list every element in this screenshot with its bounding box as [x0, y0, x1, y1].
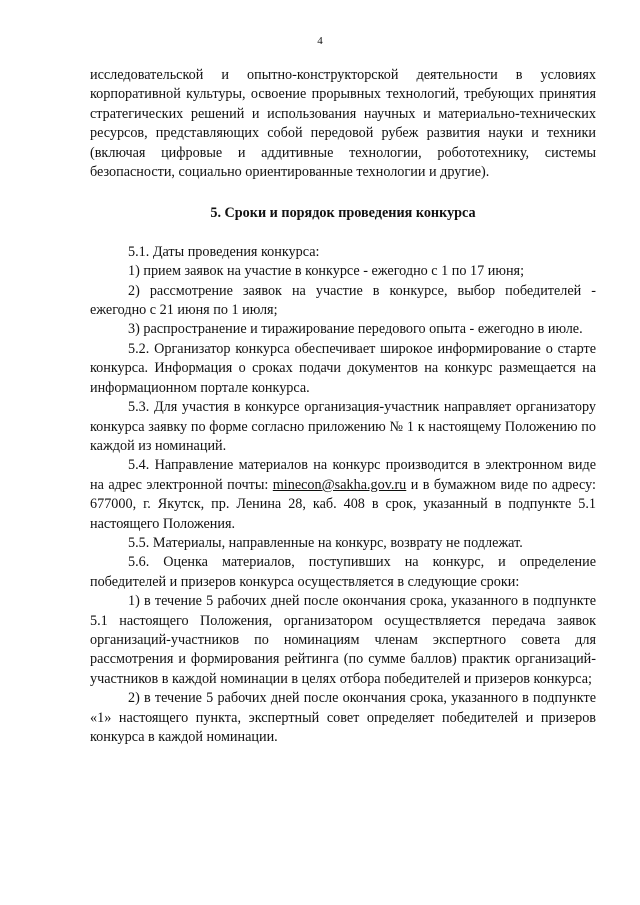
paragraph-5-4-before: 5.4. Направление материалов на конкурс производится в электронном виде на адрес электронной почты:	[90, 457, 596, 493]
email-link[interactable]: minecon@sakha.gov.ru	[272, 476, 407, 493]
paragraph-5-5: 5.5. Материалы, направленные на конкурс, возврату не подлежат.	[128, 534, 523, 551]
paragraph-5-3: 5.3. Для участия в конкурсе организация-участник направляет организатору конкурса заявку по форме согласно приложению № 1 к настоящему Положению по каждой из номинаций.	[90, 399, 596, 454]
paragraph-5-1-item-2: 2) рассмотрение заявок на участие в конкурсе, выбор победителей - ежегодно с 21 июня по 1 июля;	[90, 282, 596, 319]
paragraph-5-6-item-1: 1) в течение 5 рабочих дней после окончания срока, указанного в подпункте 5.1 настоящего Положения, организатором осуществляется передача заявок организаций-участников по номинациям членам экспертного совета для рассмотрения и формирования рейтинга (по сумме баллов) практик организаций-участников в каждой номинации в целях отбора победителей и призеров конкурса;	[90, 593, 596, 687]
paragraph-5-1-item-3: 3) распространение и тиражирование передового опыта - ежегодно в июле.	[128, 321, 583, 338]
paragraph-5-6: 5.6. Оценка материалов, поступивших на конкурс, и определение победителей и призеров конкурса осуществляется в следующие сроки:	[90, 554, 596, 590]
paragraph-5-6-item-2: 2) в течение 5 рабочих дней после окончания срока, указанного в подпункте «1» настоящего пункта, экспертный совет определяет победителей и призеров конкурса в каждой номинации.	[90, 690, 596, 745]
paragraph-5-4-after: и в бумажном виде по адресу: 677000, г. Якутск, пр. Ленина 28, каб. 408 в срок, указанный в подпункте 5.1 настоящего Положения.	[90, 476, 596, 532]
paragraph-5-2: 5.2. Организатор конкурса обеспечивает широкое информирование о старте конкурса. Информация о сроках подачи документов на конкурс размещается на информационном портале конкурса.	[90, 340, 596, 396]
paragraph-5-4	[90, 456, 596, 534]
section-title: 5. Сроки и порядок проведения конкурса	[210, 205, 476, 222]
intro-paragraph: исследовательской и опытно-конструкторской деятельности в условиях корпоративной культуры, освоение прорывных технологий, требующих принятия стратегических решений и использования научных и материально-технических ресурсов, представляющих собой передовой рубеж развития науки и техники (включая цифровые и аддитивные технологии, робототехнику, системы безопасности, социально ориентированные технологии и другие).	[90, 67, 596, 181]
paragraph-5-1: 5.1. Даты проведения конкурса:	[128, 243, 320, 260]
document-body	[90, 66, 596, 747]
paragraph-5-1-item-1: 1) прием заявок на участие в конкурсе - ежегодно с 1 по 17 июня;	[128, 263, 525, 280]
page-number: 4	[317, 35, 323, 47]
